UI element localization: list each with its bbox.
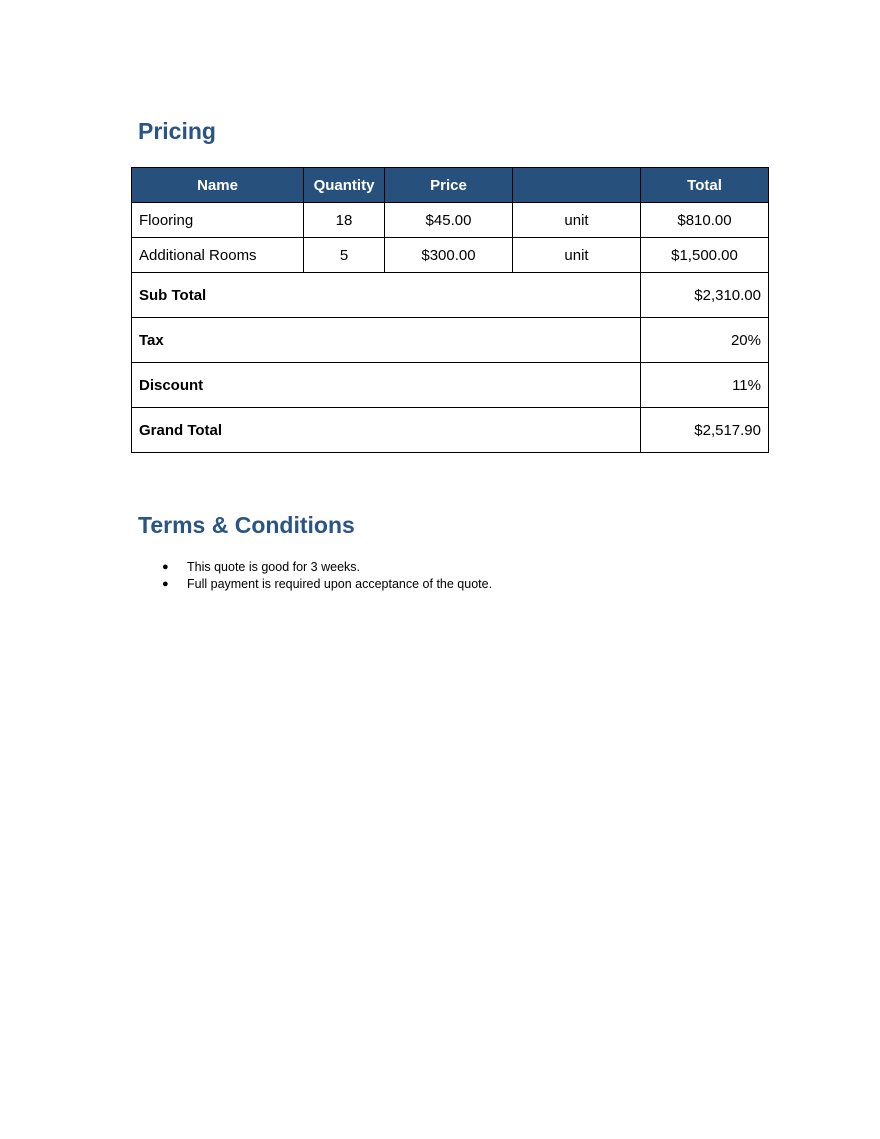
column-header-name: Name (132, 168, 304, 203)
column-header-price: Price (385, 168, 513, 203)
item-name-cell: Additional Rooms (132, 238, 304, 273)
discount-label: Discount (132, 363, 641, 408)
tax-label: Tax (132, 318, 641, 363)
terms-heading: Terms & Conditions (138, 512, 355, 538)
list-item (160, 559, 492, 576)
pricing-table (131, 167, 769, 453)
column-header-total: Total (641, 168, 769, 203)
table-row (132, 238, 769, 273)
table-row (132, 203, 769, 238)
grand-total-row (132, 408, 769, 453)
grand-total-label: Grand Total (132, 408, 641, 453)
item-quantity-cell: 18 (304, 203, 385, 238)
discount-value: 11% (641, 363, 769, 408)
terms-list (160, 559, 492, 592)
pricing-heading: Pricing (138, 118, 216, 144)
column-header-quantity: Quantity (304, 168, 385, 203)
terms-item-text: Full payment is required upon acceptance of the quote. (187, 576, 493, 591)
table-header-row (132, 168, 769, 203)
list-item (160, 576, 492, 593)
item-price-cell: $300.00 (385, 238, 513, 273)
item-quantity-cell: 5 (304, 238, 385, 273)
item-total-cell: $810.00 (641, 203, 769, 238)
bullet-icon: ● (162, 561, 169, 573)
column-header-unit (513, 168, 641, 203)
tax-row (132, 318, 769, 363)
terms-item-text: This quote is good for 3 weeks. (187, 560, 361, 574)
item-price-cell: $45.00 (385, 203, 513, 238)
tax-value: 20% (641, 318, 769, 363)
grand-total-value: $2,517.90 (641, 408, 769, 453)
item-unit-cell: unit (513, 238, 641, 273)
item-unit-cell: unit (513, 203, 641, 238)
discount-row (132, 363, 769, 408)
subtotal-label: Sub Total (132, 273, 641, 318)
bullet-icon: ● (162, 577, 169, 590)
subtotal-value: $2,310.00 (641, 273, 769, 318)
subtotal-row (132, 273, 769, 318)
item-name-cell: Flooring (132, 203, 304, 238)
item-total-cell: $1,500.00 (641, 238, 769, 273)
